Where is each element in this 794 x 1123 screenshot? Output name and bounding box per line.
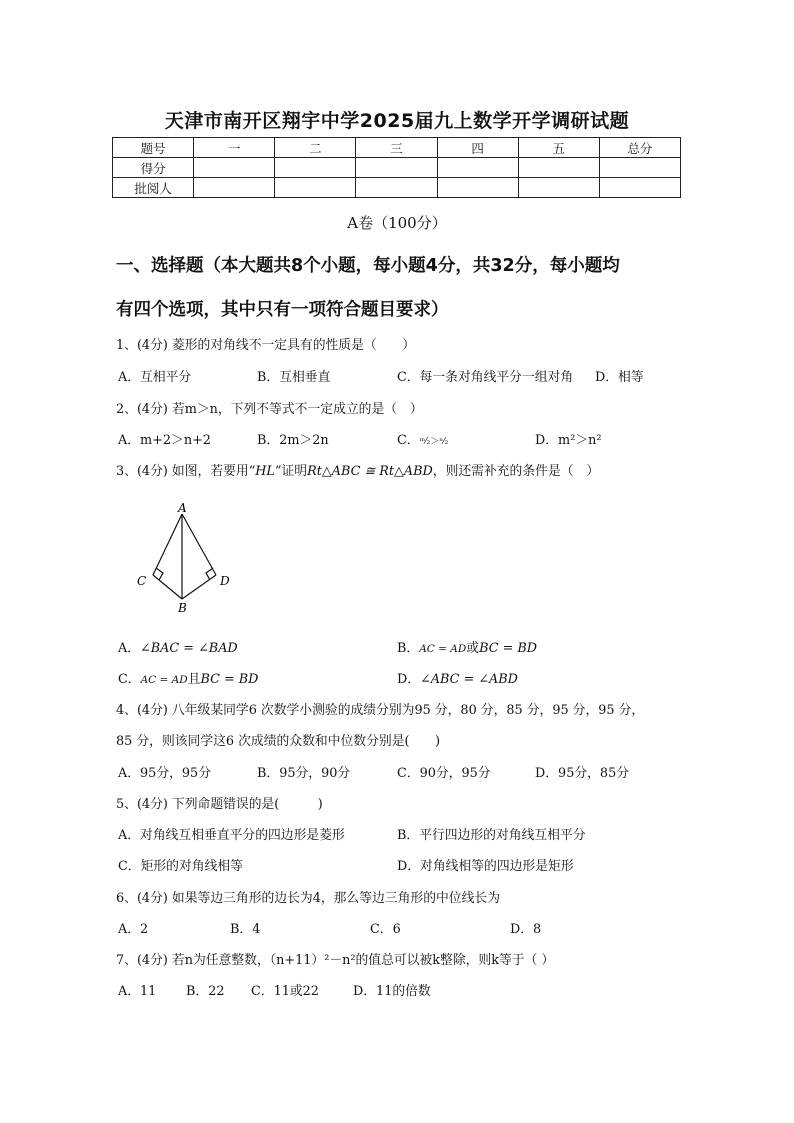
line-cb [153, 575, 182, 599]
label-c: C [137, 574, 147, 588]
q3-option-b-expr: BC = BD [479, 641, 538, 656]
score-cell [275, 158, 356, 178]
q3-hl: HL [255, 464, 275, 479]
q3-congruence-expr: Rt△ABC ≅ Rt△ABD [307, 464, 433, 479]
score-header-cell: 二 [275, 138, 356, 158]
q3-stem-part: ”证明 [274, 464, 308, 479]
q3-option-c-expr: BC = BD [200, 672, 259, 687]
q1-option-d: D．相等 [595, 370, 644, 385]
q5-option-a: A．对角线互相垂直平分的四边形是菱形 [118, 828, 345, 843]
question-5-stem: 5、(4分) 下列命题错误的是( ) [116, 797, 323, 812]
score-cell [194, 178, 275, 198]
score-cell [275, 178, 356, 198]
q4-option-a: A．95分，95分 [118, 766, 211, 781]
q3-option-c-label: C． [118, 672, 141, 687]
q4-option-b: B．95分，90分 [257, 766, 351, 781]
score-cell [518, 178, 599, 198]
score-header-cell: 四 [437, 138, 518, 158]
q3-option-d [397, 668, 518, 687]
q3-stem-part: ，则还需补充的条件是（ ） [432, 464, 600, 479]
exam-title: 天津市南开区翔宇中学2025届九上数学开学调研试题 [164, 110, 630, 132]
question-1-stem: 1、(4分) 菱形的对角线不一定具有的性质是（ ） [116, 338, 416, 353]
q3-option-b-conj: 或 [466, 641, 480, 656]
score-cell [518, 158, 599, 178]
q4-option-d: D．95分，85分 [535, 766, 630, 781]
line-ac [153, 514, 182, 575]
section-heading-line: 一、选择题（本大题共8个小题，每小题4分，共32分，每小题均 [116, 256, 620, 276]
score-cell [599, 178, 680, 198]
score-cell [599, 158, 680, 178]
score-table-header-row [113, 138, 681, 158]
q3-option-b-expr-small: AC = AD [419, 643, 467, 655]
section-subtitle: A卷（100分） [347, 214, 447, 232]
q6-option-a: A．2 [118, 922, 149, 937]
q2-option-d: D．m²＞n² [535, 433, 602, 448]
question-2-stem: 2、(4分) 若m＞n，下列不等式不一定成立的是（ ） [116, 402, 423, 417]
q3-stem-part: 3、(4分) 如图，若要用“ [116, 464, 256, 479]
score-header-cell: 一 [194, 138, 275, 158]
q1-option-c: C．每一条对角线平分一组对角 [397, 370, 574, 385]
line-ad [182, 514, 216, 575]
q3-option-b [397, 637, 537, 656]
score-header-cell: 题号 [113, 138, 194, 158]
q3-option-c [118, 668, 258, 687]
q7-option-a: A．11 [118, 984, 157, 999]
q6-option-c: C．6 [370, 922, 401, 937]
score-cell [194, 158, 275, 178]
q3-figure [128, 500, 238, 625]
q6-option-d: D．8 [510, 922, 542, 937]
label-a: A [178, 501, 187, 515]
q5-option-d: D．对角线相等的四边形是矩形 [397, 859, 574, 874]
score-header-cell: 三 [356, 138, 437, 158]
q2-option-c-label: C． [397, 433, 420, 448]
score-cell [437, 158, 518, 178]
q1-option-a: A．互相平分 [118, 370, 192, 385]
q7-option-b: B．22 [186, 984, 225, 999]
q3-option-a [118, 637, 238, 656]
score-row-label: 批阅人 [113, 178, 194, 198]
q7-option-d: D．11的倍数 [353, 984, 431, 999]
q3-option-c-expr-small: AC = AD [140, 674, 188, 686]
q3-option-d-expr: ∠ABC = ∠ABD [420, 672, 518, 687]
score-row-label: 得分 [113, 158, 194, 178]
score-cell [356, 178, 437, 198]
q4-option-c: C．90分，95分 [397, 766, 491, 781]
question-3-stem [116, 460, 599, 479]
label-b: B [178, 601, 187, 615]
score-cell [437, 178, 518, 198]
q1-option-b: B．互相垂直 [257, 370, 331, 385]
q2-option-b: B．2m＞2n [257, 433, 329, 448]
q5-option-b: B．平行四边形的对角线互相平分 [397, 828, 586, 843]
line-db [182, 575, 216, 599]
score-table-row [113, 178, 681, 198]
question-4-stem-line2: 85 分，则该同学这6 次成绩的众数和中位数分别是( ) [116, 734, 441, 749]
score-header-cell: 五 [518, 138, 599, 158]
label-d: D [220, 574, 230, 588]
q3-option-d-label: D． [397, 672, 421, 687]
q3-option-a-expr: ∠BAC = ∠BAD [140, 641, 238, 656]
section-heading-line: 有四个选项，其中只有一项符合题目要求） [116, 300, 449, 320]
score-cell [356, 158, 437, 178]
q5-option-c: C．矩形的对角线相等 [118, 859, 243, 874]
question-6-stem: 6、(4分) 如果等边三角形的边长为4，那么等边三角形的中位线长为 [116, 891, 500, 906]
q2-option-a: A．m+2＞n+2 [118, 433, 211, 448]
score-table-row [113, 158, 681, 178]
q7-option-c: C．11或22 [251, 984, 319, 999]
q3-option-c-conj: 且 [187, 672, 201, 687]
score-header-cell: 总分 [599, 138, 680, 158]
q2-option-c-expr: ᵐ⁄₂＞ⁿ⁄₂ [419, 437, 449, 447]
q2-option-c [397, 429, 448, 448]
question-4-stem-line1: 4、(4分) 八年级某同学6 次数学小测验的成绩分别为95 分，80 分，85 分，95 分，95 分， [116, 703, 645, 718]
score-table [112, 137, 681, 198]
q6-option-b: B．4 [230, 922, 261, 937]
section-heading [116, 244, 686, 332]
q3-option-b-label: B． [397, 641, 420, 656]
question-7-stem: 7、(4分) 若n为任意整数，（n+11）²－n²的值总可以被k整除，则k等于（ ） [116, 953, 555, 968]
q3-option-a-label: A． [118, 641, 141, 656]
